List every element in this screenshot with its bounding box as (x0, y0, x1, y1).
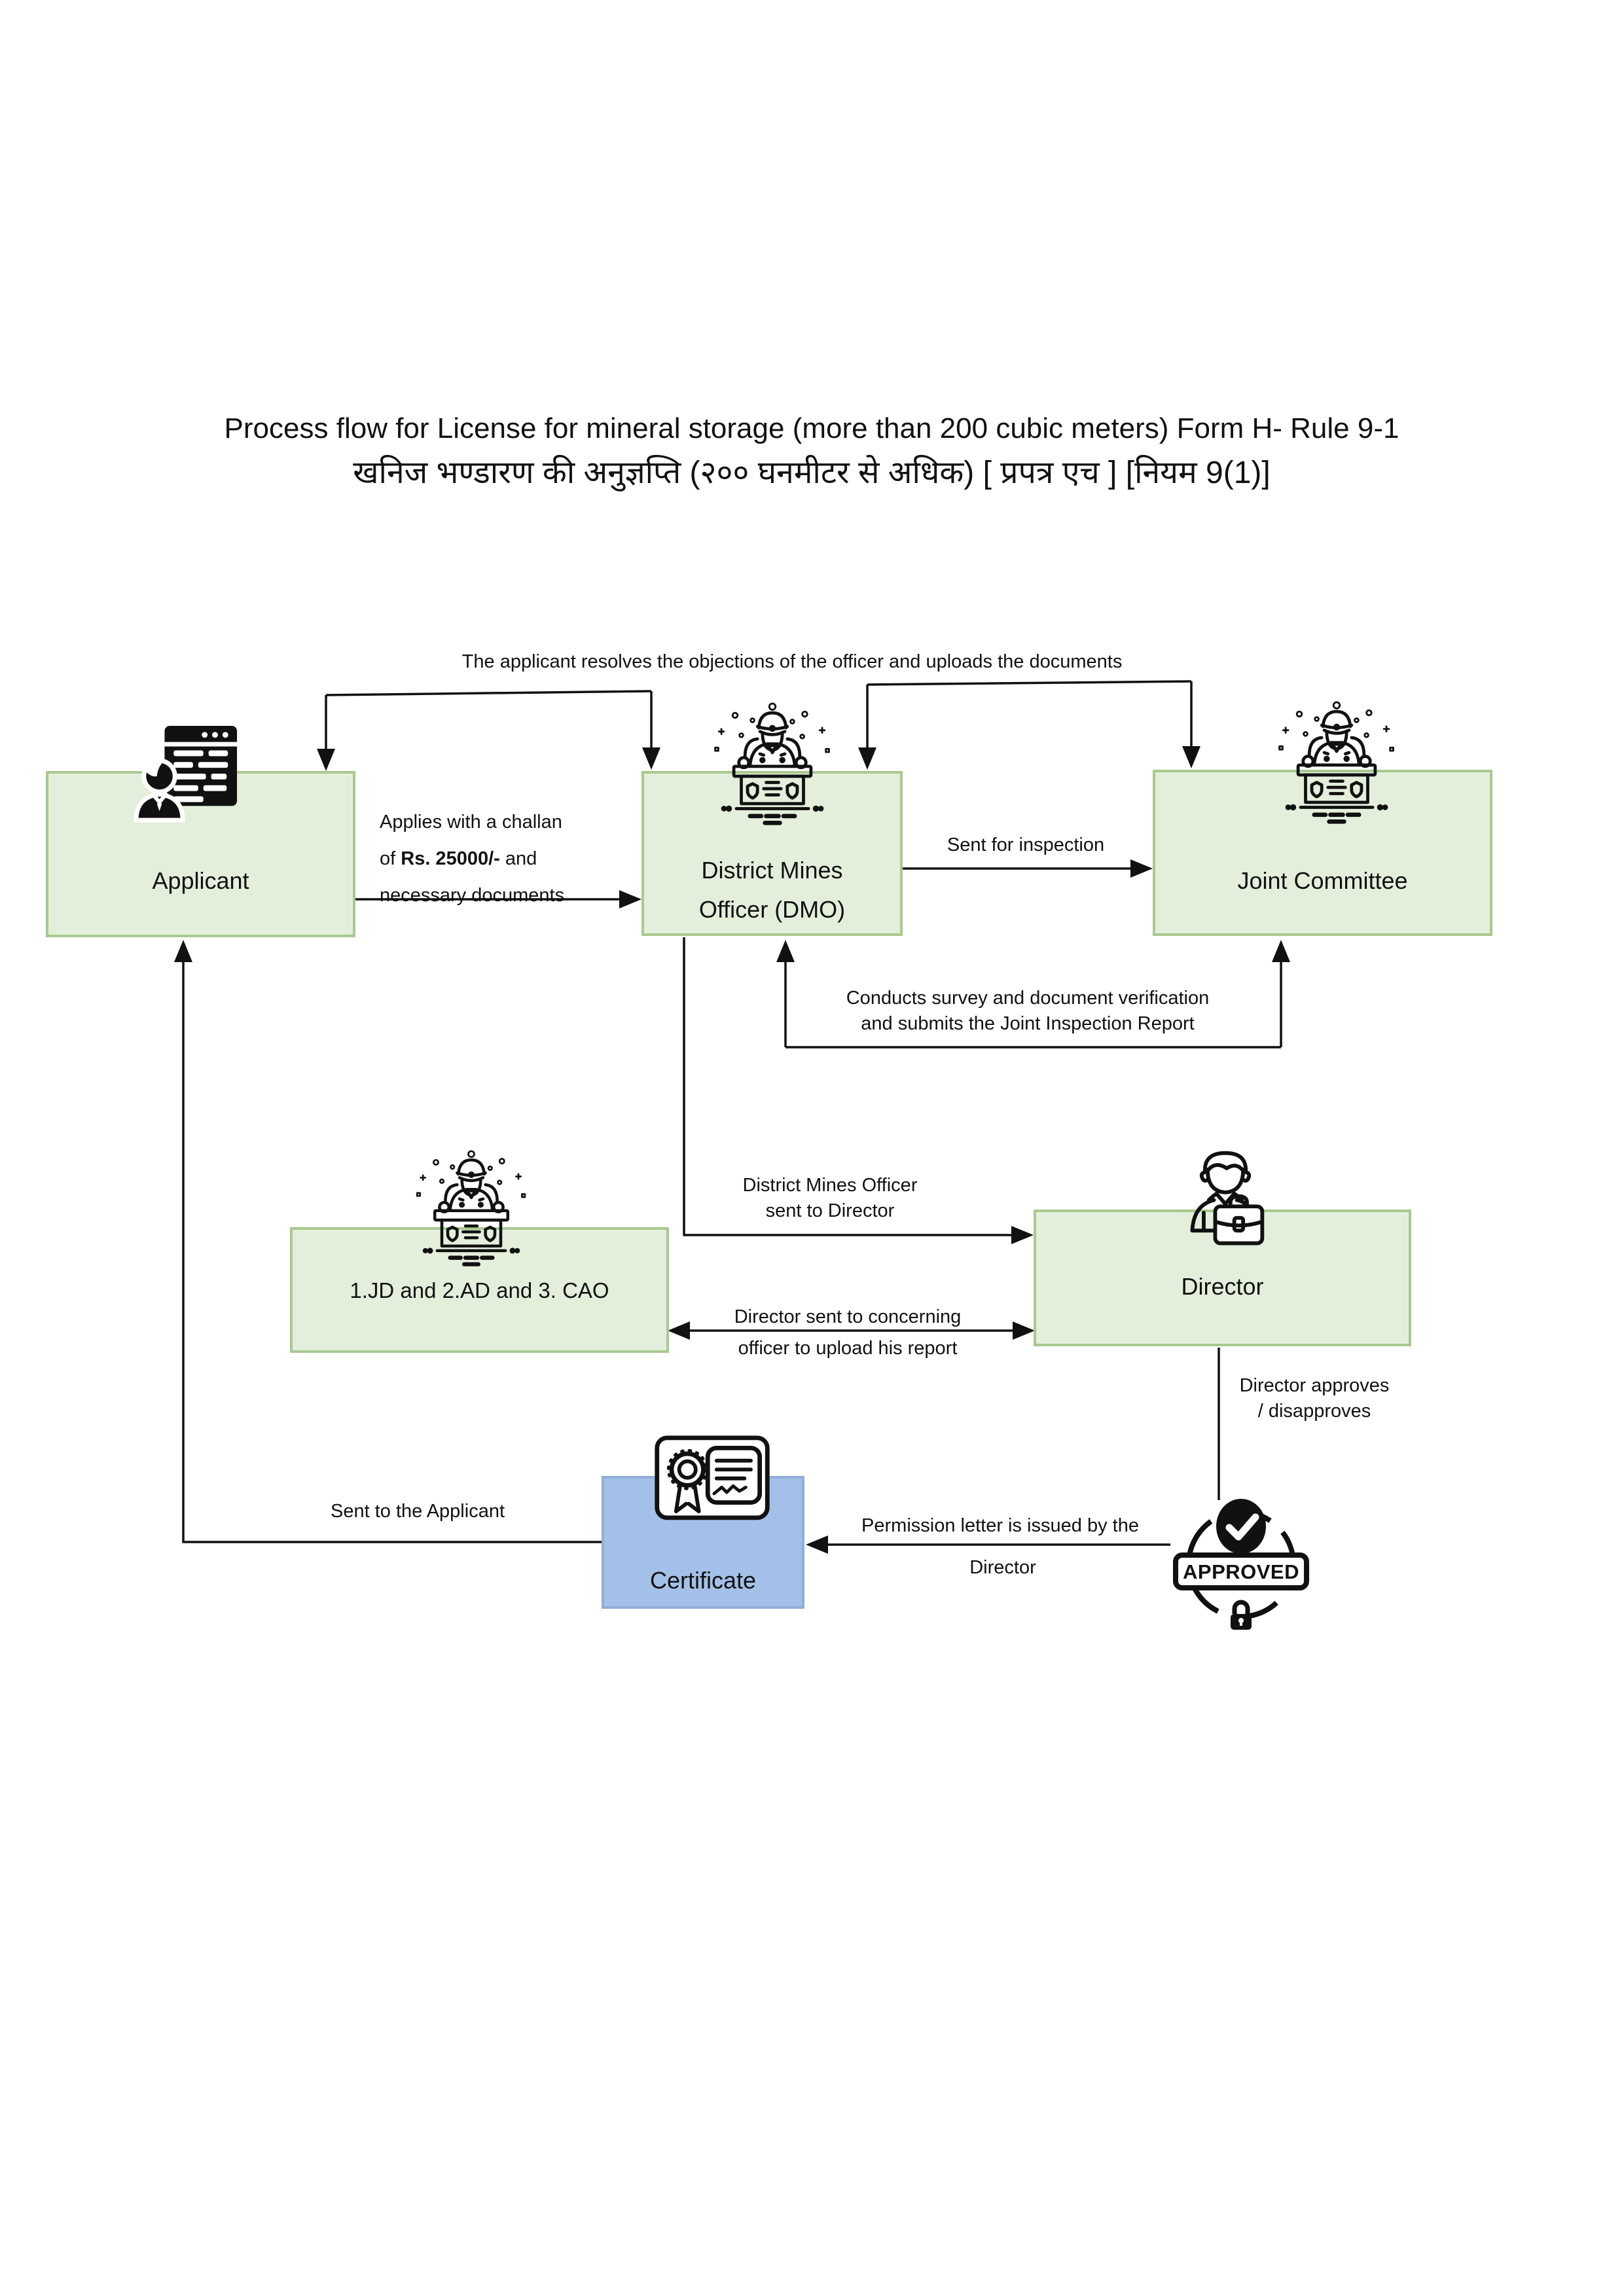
edge-label-permission-letter-line2: Director (969, 1557, 1036, 1578)
edge-label-permission-letter-line1: Permission letter is issued by the (861, 1515, 1139, 1536)
officer-desk-icon (401, 1147, 542, 1271)
edge-label-sent-to-applicant: Sent to the Applicant (330, 1501, 505, 1522)
officer-desk-icon (698, 699, 847, 830)
approved-stamp-icon (1169, 1484, 1313, 1636)
edge-label-director-approves: Director approves / disapproves (1239, 1375, 1390, 1422)
node-joint-committee-label: Joint Committee (1237, 867, 1408, 894)
edge-label-director-to-officer: Director sent to concerning officer to upload his report (734, 1306, 962, 1359)
approved-stamp-text: APPROVED (1183, 1560, 1299, 1583)
director-briefcase-icon (1166, 1145, 1284, 1257)
page-title: Process flow for License for mineral storage (more than 200 cubic meters) Form H- Rule 9-1 (224, 412, 1399, 444)
applicant-person-form-icon (136, 725, 240, 823)
edge-label-conducts-survey: Conducts survey and document verification and submits the Joint Inspection Report (846, 988, 1210, 1035)
edge-label-dmo-to-director: District Mines Officer sent to Director (742, 1175, 918, 1222)
certificate-icon (652, 1432, 772, 1538)
edge-label-sent-for-inspection: Sent for inspection (947, 834, 1105, 855)
page-title-hindi: खनिज भण्डारण की अनुज्ञप्ति (२०० घनमीटर से अधिक) [ प्रपत्र एच ] [नियम 9(1)] (353, 456, 1271, 490)
node-applicant-label: Applicant (152, 867, 249, 894)
node-certificate-label: Certificate (649, 1567, 757, 1594)
node-jd-ad-cao-label: 1.JD and 2.AD and 3. CAO (350, 1278, 609, 1302)
node-director-label: Director (1181, 1273, 1264, 1300)
node-dmo-label: District Mines Officer (DMO) (698, 857, 846, 923)
officer-desk-icon (1262, 698, 1411, 829)
edge-label-applies-challan: Applies with a challan of Rs. 25000/- and necessary documents (380, 812, 565, 906)
edge-label-resolve-objections: The applicant resolves the objections of the officer and uploads the documents (461, 651, 1123, 672)
